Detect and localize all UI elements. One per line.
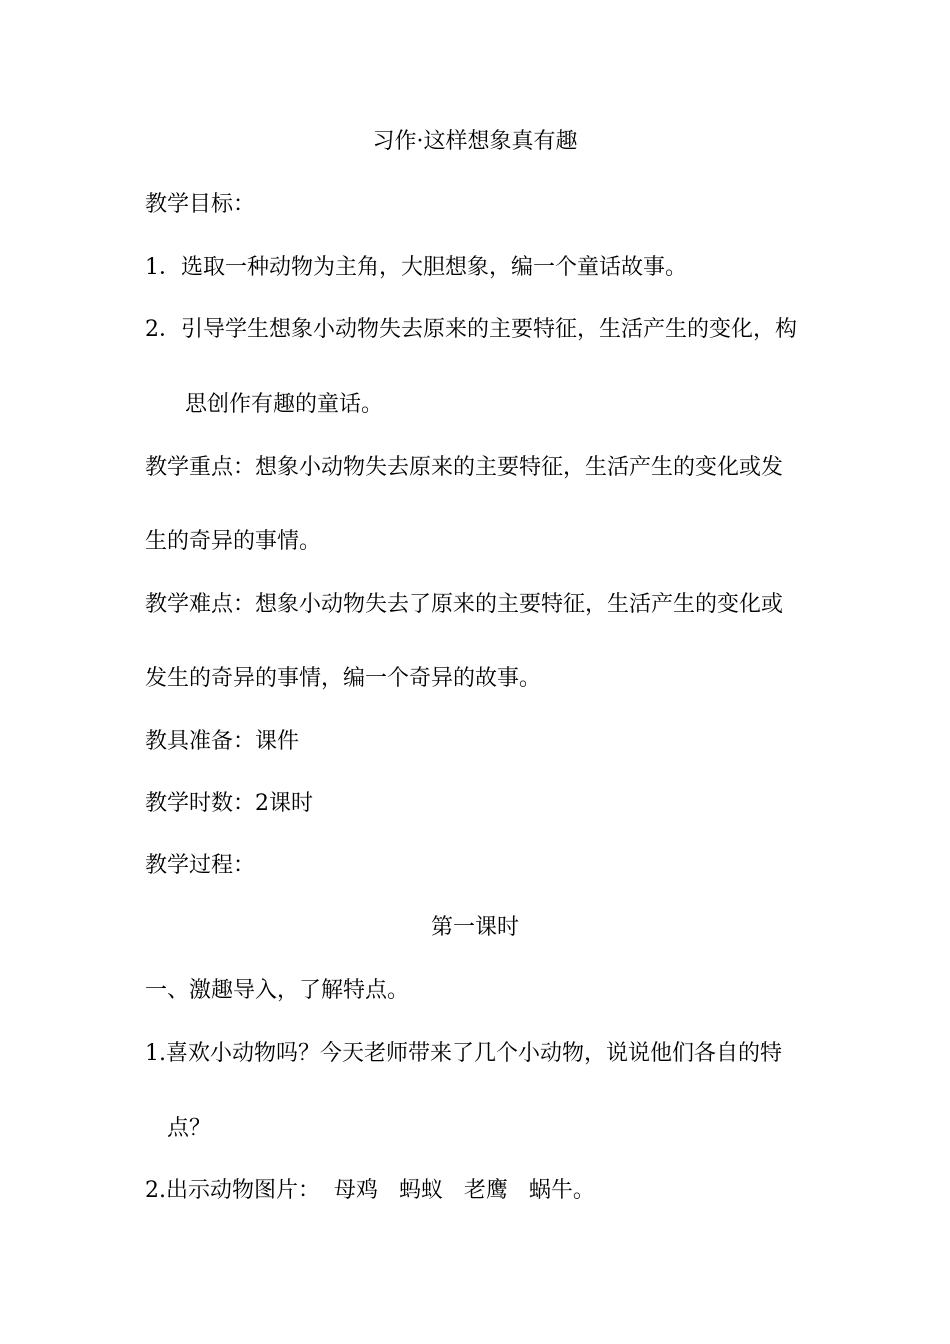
objective-2-line-2: 思创作有趣的童话。 xyxy=(185,392,384,417)
objective-1: 1．选取一种动物为主角，大胆想象，编一个童话故事。 xyxy=(145,255,687,280)
objective-2-line-1: 2．引导学生想象小动物失去原来的主要特征，生活产生的变化，构 xyxy=(145,317,797,342)
step-1-line-2: 点？ xyxy=(167,1116,212,1141)
key-point-line-2: 生的奇异的事情。 xyxy=(145,529,322,554)
process-heading: 教学过程： xyxy=(145,853,256,878)
difficulty-line-2: 发生的奇异的事情，编一个奇异的故事。 xyxy=(145,666,542,691)
lesson-heading: 第一课时 xyxy=(430,915,519,940)
section-1-heading: 一、激趣导入，了解特点。 xyxy=(145,978,410,1003)
difficulty-line-1: 教学难点：想象小动物失去了原来的主要特征，生活产生的变化或 xyxy=(145,592,784,617)
hours-line: 教学时数：2课时 xyxy=(145,791,313,816)
step-1-line-1: 1.喜欢小动物吗？今天老师带来了几个小动物，说说他们各自的特 xyxy=(145,1041,782,1066)
key-point-line-1: 教学重点：想象小动物失去原来的主要特征，生活产生的变化或发 xyxy=(145,455,784,480)
step-2-line: 2.出示动物图片： 母鸡 蚂蚁 老鹰 蜗牛。 xyxy=(145,1178,595,1203)
tools-line: 教具准备：课件 xyxy=(145,729,300,754)
objectives-heading: 教学目标： xyxy=(145,192,256,217)
document-title: 习作·这样想象真有趣 xyxy=(372,129,578,154)
